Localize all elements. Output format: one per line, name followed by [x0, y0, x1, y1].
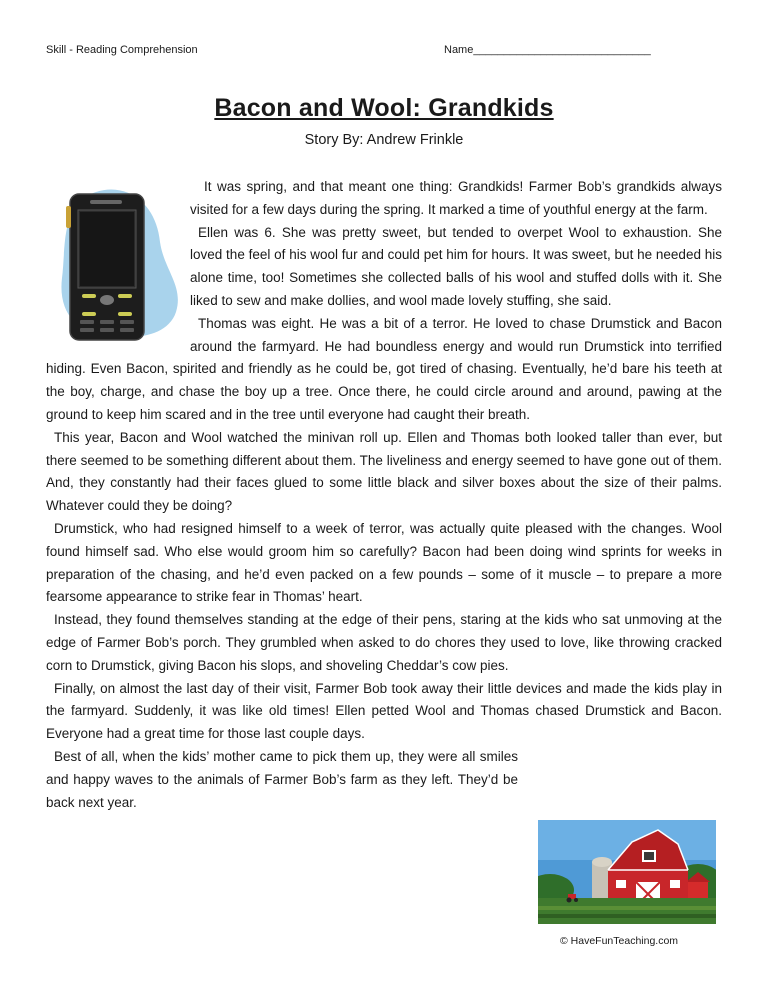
- copyright-credit: © HaveFunTeaching.com: [560, 935, 679, 947]
- story-paragraph: Instead, they found themselves standing at the edge of their pens, staring at the kids who sat unmoving at the edge of Farmer Bob’s porch. They grumbled when asked to do chores they used to love, like throwing cracked corn to Drumstick, giving Bacon his slops, and shoveling Cheddar’s cow pies.: [46, 612, 722, 673]
- story-paragraph: Drumstick, who had resigned himself to a week of terror, was actually quite pleased with the changes. Wool found himself sad. Who else would groom him so carefully? Bacon had been doing wind sprints for weeks in preparation of the chasing, and he’d even packed on a few pounds – some of it muscle – to prepare a more fearsome appearance to strike fear in Thomas’ heart.: [46, 520, 722, 605]
- story-paragraph: Thomas was eight. He was a bit of a terror. He loved to chase Drumstick and Bacon around the farmyard. He had boundless energy and would run Drumstick into terrified hiding. Even Bacon, spirited and friendly as he could be, got tired of chasing. Eventually, he’d bare his teeth at the boy, charge, and chase the boy up a tree. Once there, he could circle around and around, pawing at the ground to keep him scared and in the tree until everyone had caught their breath.: [46, 315, 722, 422]
- story-byline: Story By: Andrew Frinkle: [304, 132, 464, 148]
- phone-float-spacer: [46, 176, 190, 336]
- story-paragraph: Finally, on almost the last day of their visit, Farmer Bob took away their little devices and made the kids play in the farmyard. Suddenly, it was like old times! Ellen petted Wool and Thomas chased Drumstick and Bacon. Everyone had a great time for those last couple days.: [46, 680, 722, 742]
- story-paragraph: Ellen was 6. She was pretty sweet, but tended to overpet Wool to exhaustion. She loved the feel of his wool fur and could pet him for hours. It was sweet, but he needed his alone time, too! Sometimes she collected balls of his wool and stuffed dolls with it. She liked to sew and make dollies, and wool made lovely stuffing, she said.: [190, 224, 722, 308]
- story-paragraph: It was spring, and that meant one thing: Grandkids! Farmer Bob’s grandkids always visited for a few days during the spring. It marked a time of youthful energy at the farm.: [190, 179, 722, 217]
- story-body: [46, 176, 722, 850]
- skill-label: Skill - Reading Comprehension: [46, 44, 198, 56]
- story-title: Bacon and Wool: Grandkids: [214, 94, 554, 122]
- name-field-label: Name_____________________________: [444, 44, 651, 56]
- farm-float-spacer: [528, 756, 722, 850]
- story-paragraph: This year, Bacon and Wool watched the minivan roll up. Ellen and Thomas both looked taller than ever, but there seemed to be something different about them. The liveliness and energy seemed to have gone out of them. And, they constantly had their faces glued to some little black and silver boxes about the size of their palms. Whatever could they be doing?: [46, 429, 722, 514]
- story-paragraph: Best of all, when the kids’ mother came to pick them up, they were all smiles and happy waves to the animals of Farmer Bob’s farm as they left. They’d be back next year.: [46, 748, 518, 810]
